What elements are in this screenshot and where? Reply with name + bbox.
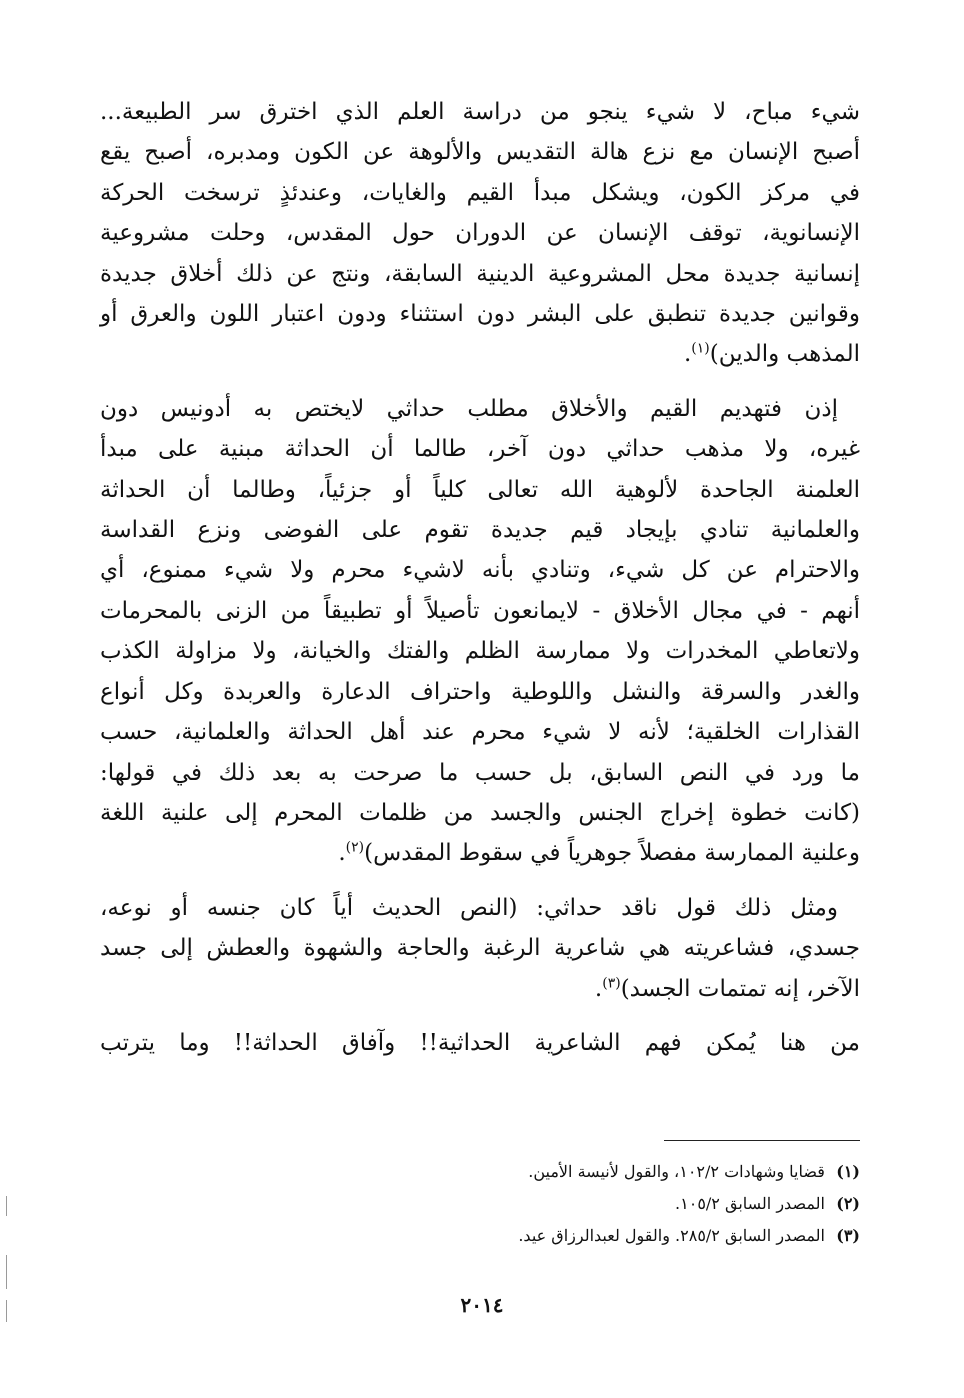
footnotes	[340, 1156, 860, 1252]
text-line	[100, 833, 860, 873]
sentence-end: .	[683, 341, 692, 368]
text-line: غيره، ولا مذهب حداثي دون آخر، طالما أن الحداثة مبنية على مبدأ	[100, 436, 860, 463]
paragraph-2	[100, 389, 860, 874]
text-line-content: الآخر، إنه تمتمات الجسد)	[620, 975, 860, 1002]
footnote-reference: (٢)	[345, 839, 365, 856]
footnote-item	[340, 1220, 860, 1252]
paragraph-4	[100, 1023, 860, 1063]
text-line: إذن فتهديم القيم والأخلاق مطلب حداثي لايختص به أدونيس دون	[100, 395, 838, 422]
text-line: والغدر والسرقة والنشل واللوطية واحتراف الدعارة والعربدة وكل أنواع	[100, 678, 860, 705]
page-body	[100, 92, 860, 1063]
footnote-number: (٢)	[836, 1194, 860, 1213]
page-number: ٢٠١٤	[460, 1293, 504, 1317]
sentence-end: .	[338, 840, 346, 867]
text-line: والاحترام عن كل شيء، وتنادي بأنه لاشيء محرم ولا شيء ممنوع، أي	[100, 557, 860, 584]
scan-edge-mark	[6, 1255, 7, 1289]
text-line-content: وعلنية الممارسة مفصلاً جوهرياً في سقوط المقدس)	[364, 840, 860, 867]
text-line: جسدي، فشاعريته هي شاعرية الرغبة والحاجة والشهوة والعطش إلى جسد	[100, 935, 860, 962]
text-line: الإنسانوية، توقف الإنسان عن الدوران حول المقدس، وحلت مشروعية	[100, 220, 860, 247]
footnote-reference: (٣)	[602, 974, 621, 991]
text-line: أنهم - في مجال الأخلاق - لايمانعون تأصيلاً أو تطبيقاً من الزنى بالمحرمات	[100, 597, 860, 624]
paragraph-gap	[100, 375, 860, 389]
sentence-end: .	[594, 975, 603, 1002]
footnote-divider	[664, 1140, 860, 1141]
text-line: أصبح الإنسان مع نزع هالة التقديس والألوهة عن الكون ومدبره، أصبح يقع	[100, 139, 860, 166]
text-line: إنسانية جديدة محل المشروعية الدينية السابقة، ونتج عن ذلك أخلاق جديدة	[100, 260, 860, 287]
footnote-text: المصدر السابق ٢٨٥/٢. والقول لعبدالرزاق عيد.	[518, 1226, 825, 1245]
footnote-reference: (١)	[691, 340, 710, 357]
text-line	[100, 334, 860, 374]
text-line: (كانت خطوة إخراج الجنس والجسد من ظلمات المحرم إلى علنية اللغة	[100, 799, 860, 826]
text-line-content: المذهب والدين)	[709, 341, 860, 368]
paragraph-gap	[100, 874, 860, 888]
text-line	[100, 969, 860, 1009]
text-line: ومثل ذلك قول ناقد حداثي: (النص الحديث أياً كان جنسه أو نوعه،	[100, 894, 838, 921]
text-line: من هنا يُمكن فهم الشاعرية الحداثية!! وآفاق الحداثة!! وما يترتب	[100, 1029, 860, 1056]
footnote-number: (١)	[836, 1162, 860, 1181]
text-line: ولاتعاطي المخدرات ولا ممارسة الظلم والفتك والخيانة، ولا مزاولة الكذب	[100, 638, 860, 665]
footnote-number: (٣)	[836, 1226, 860, 1245]
paragraph-3	[100, 888, 860, 1009]
text-line: وقوانين جديدة تنطبق على البشر دون استثناء ودون اعتبار اللون والعرق أو	[100, 301, 860, 328]
footnote-item	[340, 1188, 860, 1220]
text-line: العلمنة الجاحدة لألوهية الله تعالى كلياً أو جزئياً، وطالما أن الحداثة	[100, 476, 860, 503]
text-line: شيء مباح، لا شيء ينجو من دراسة العلم الذي اخترق سر الطبيعة...	[100, 99, 860, 125]
paragraph-1	[100, 92, 860, 375]
footnote-item	[340, 1156, 860, 1188]
text-line: ما ورد في النص السابق، بل حسب ما صرحت به بعد ذلك في قولها:	[100, 759, 860, 786]
text-line: القذارات الخلقية؛ لأنه لا شيء محرم عند أهل الحداثة والعلمانية، حسب	[100, 719, 860, 746]
text-line: والعلمانية تنادي بإيجاد قيم جديدة تقوم على الفوضى ونزع القداسة	[100, 517, 860, 544]
text-line: في مركز الكون، ويشكل مبدأ القيم والغايات، وعندئذٍ ترسخت الحركة	[100, 179, 860, 206]
scan-edge-mark	[6, 1300, 7, 1322]
paragraph-gap	[100, 1009, 860, 1023]
scan-edge-mark	[6, 1196, 7, 1216]
footnote-text: المصدر السابق ١٠٥/٢.	[675, 1194, 825, 1213]
footnote-text: قضايا وشهادات ١٠٢/٢، والقول لأنيسة الأمين.	[528, 1162, 825, 1181]
